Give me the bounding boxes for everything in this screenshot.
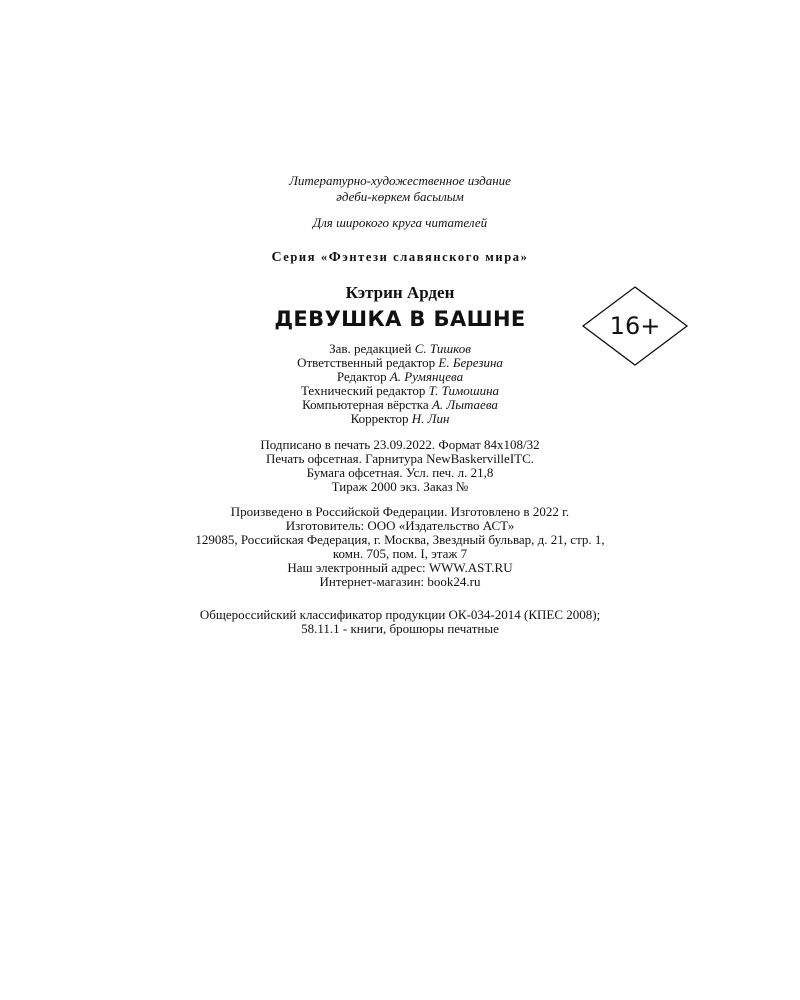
- credit-role: Технический редактор: [300, 383, 426, 398]
- publisher-line: комн. 705, пом. I, этаж 7: [332, 546, 468, 561]
- credit-name: А. Лытаева: [431, 397, 498, 412]
- credit-role: Зав. редакцией: [329, 341, 412, 356]
- audience-note: Для широкого круга читателей: [312, 215, 488, 230]
- credit-role: Корректор: [350, 411, 409, 426]
- age-rating-text: 16+: [609, 312, 661, 340]
- publisher-line: Наш электронный адрес: WWW.AST.RU: [287, 560, 513, 575]
- credit-name: Н. Лин: [411, 411, 450, 426]
- credit-name: Т. Тимошина: [428, 383, 500, 398]
- print-info-line: Бумага офсетная. Усл. печ. л. 21,8: [306, 465, 494, 480]
- series-prefix-rest: ерия «: [283, 250, 329, 264]
- print-info-line: Подписано в печать 23.09.2022. Формат 84x108/32: [260, 437, 540, 452]
- credit-role: Редактор: [336, 369, 387, 384]
- publisher-line: Интернет-магазин: book24.ru: [319, 574, 481, 589]
- credit-role: Компьютерная вёрстка: [302, 397, 429, 412]
- credit-name: А. Румянцева: [389, 369, 464, 384]
- publisher-line: Произведено в Российской Федерации. Изготовлено в 2022 г.: [230, 504, 570, 519]
- series-name-cap: Ф: [328, 250, 343, 265]
- publisher-line: Изготовитель: ООО «Издательство АСТ»: [285, 518, 515, 533]
- edition-type-kz: әдеби-көркем басылым: [336, 189, 464, 204]
- series-line: [0, 250, 800, 266]
- credit-role: Ответственный редактор: [297, 355, 436, 370]
- series-prefix-cap: С: [271, 250, 284, 265]
- credit-line: [0, 411, 800, 427]
- print-info-line: Тираж 2000 экз. Заказ №: [331, 479, 469, 494]
- edition-type-ru: Литературно-художественное издание: [289, 173, 511, 188]
- classifier-line: 58.11.1 - книги, брошюры печатные: [301, 621, 499, 636]
- book-title: ДЕВУШКА В БАШНЕ: [274, 307, 526, 331]
- classifier-line: Общероссийский классификатор продукции ОК-034-2014 (КПЕС 2008);: [199, 607, 601, 622]
- credit-name: Е. Березина: [438, 355, 503, 370]
- book-author: Кэтрин Арден: [345, 283, 455, 302]
- publisher-line: 129085, Российская Федерация, г. Москва, Звездный бульвар, д. 21, стр. 1,: [195, 532, 605, 547]
- series-name-rest: энтези славянского мира»: [342, 250, 529, 264]
- print-info-line: Печать офсетная. Гарнитура NewBaskervilleITC.: [265, 451, 535, 466]
- credit-name: С. Тишков: [414, 341, 471, 356]
